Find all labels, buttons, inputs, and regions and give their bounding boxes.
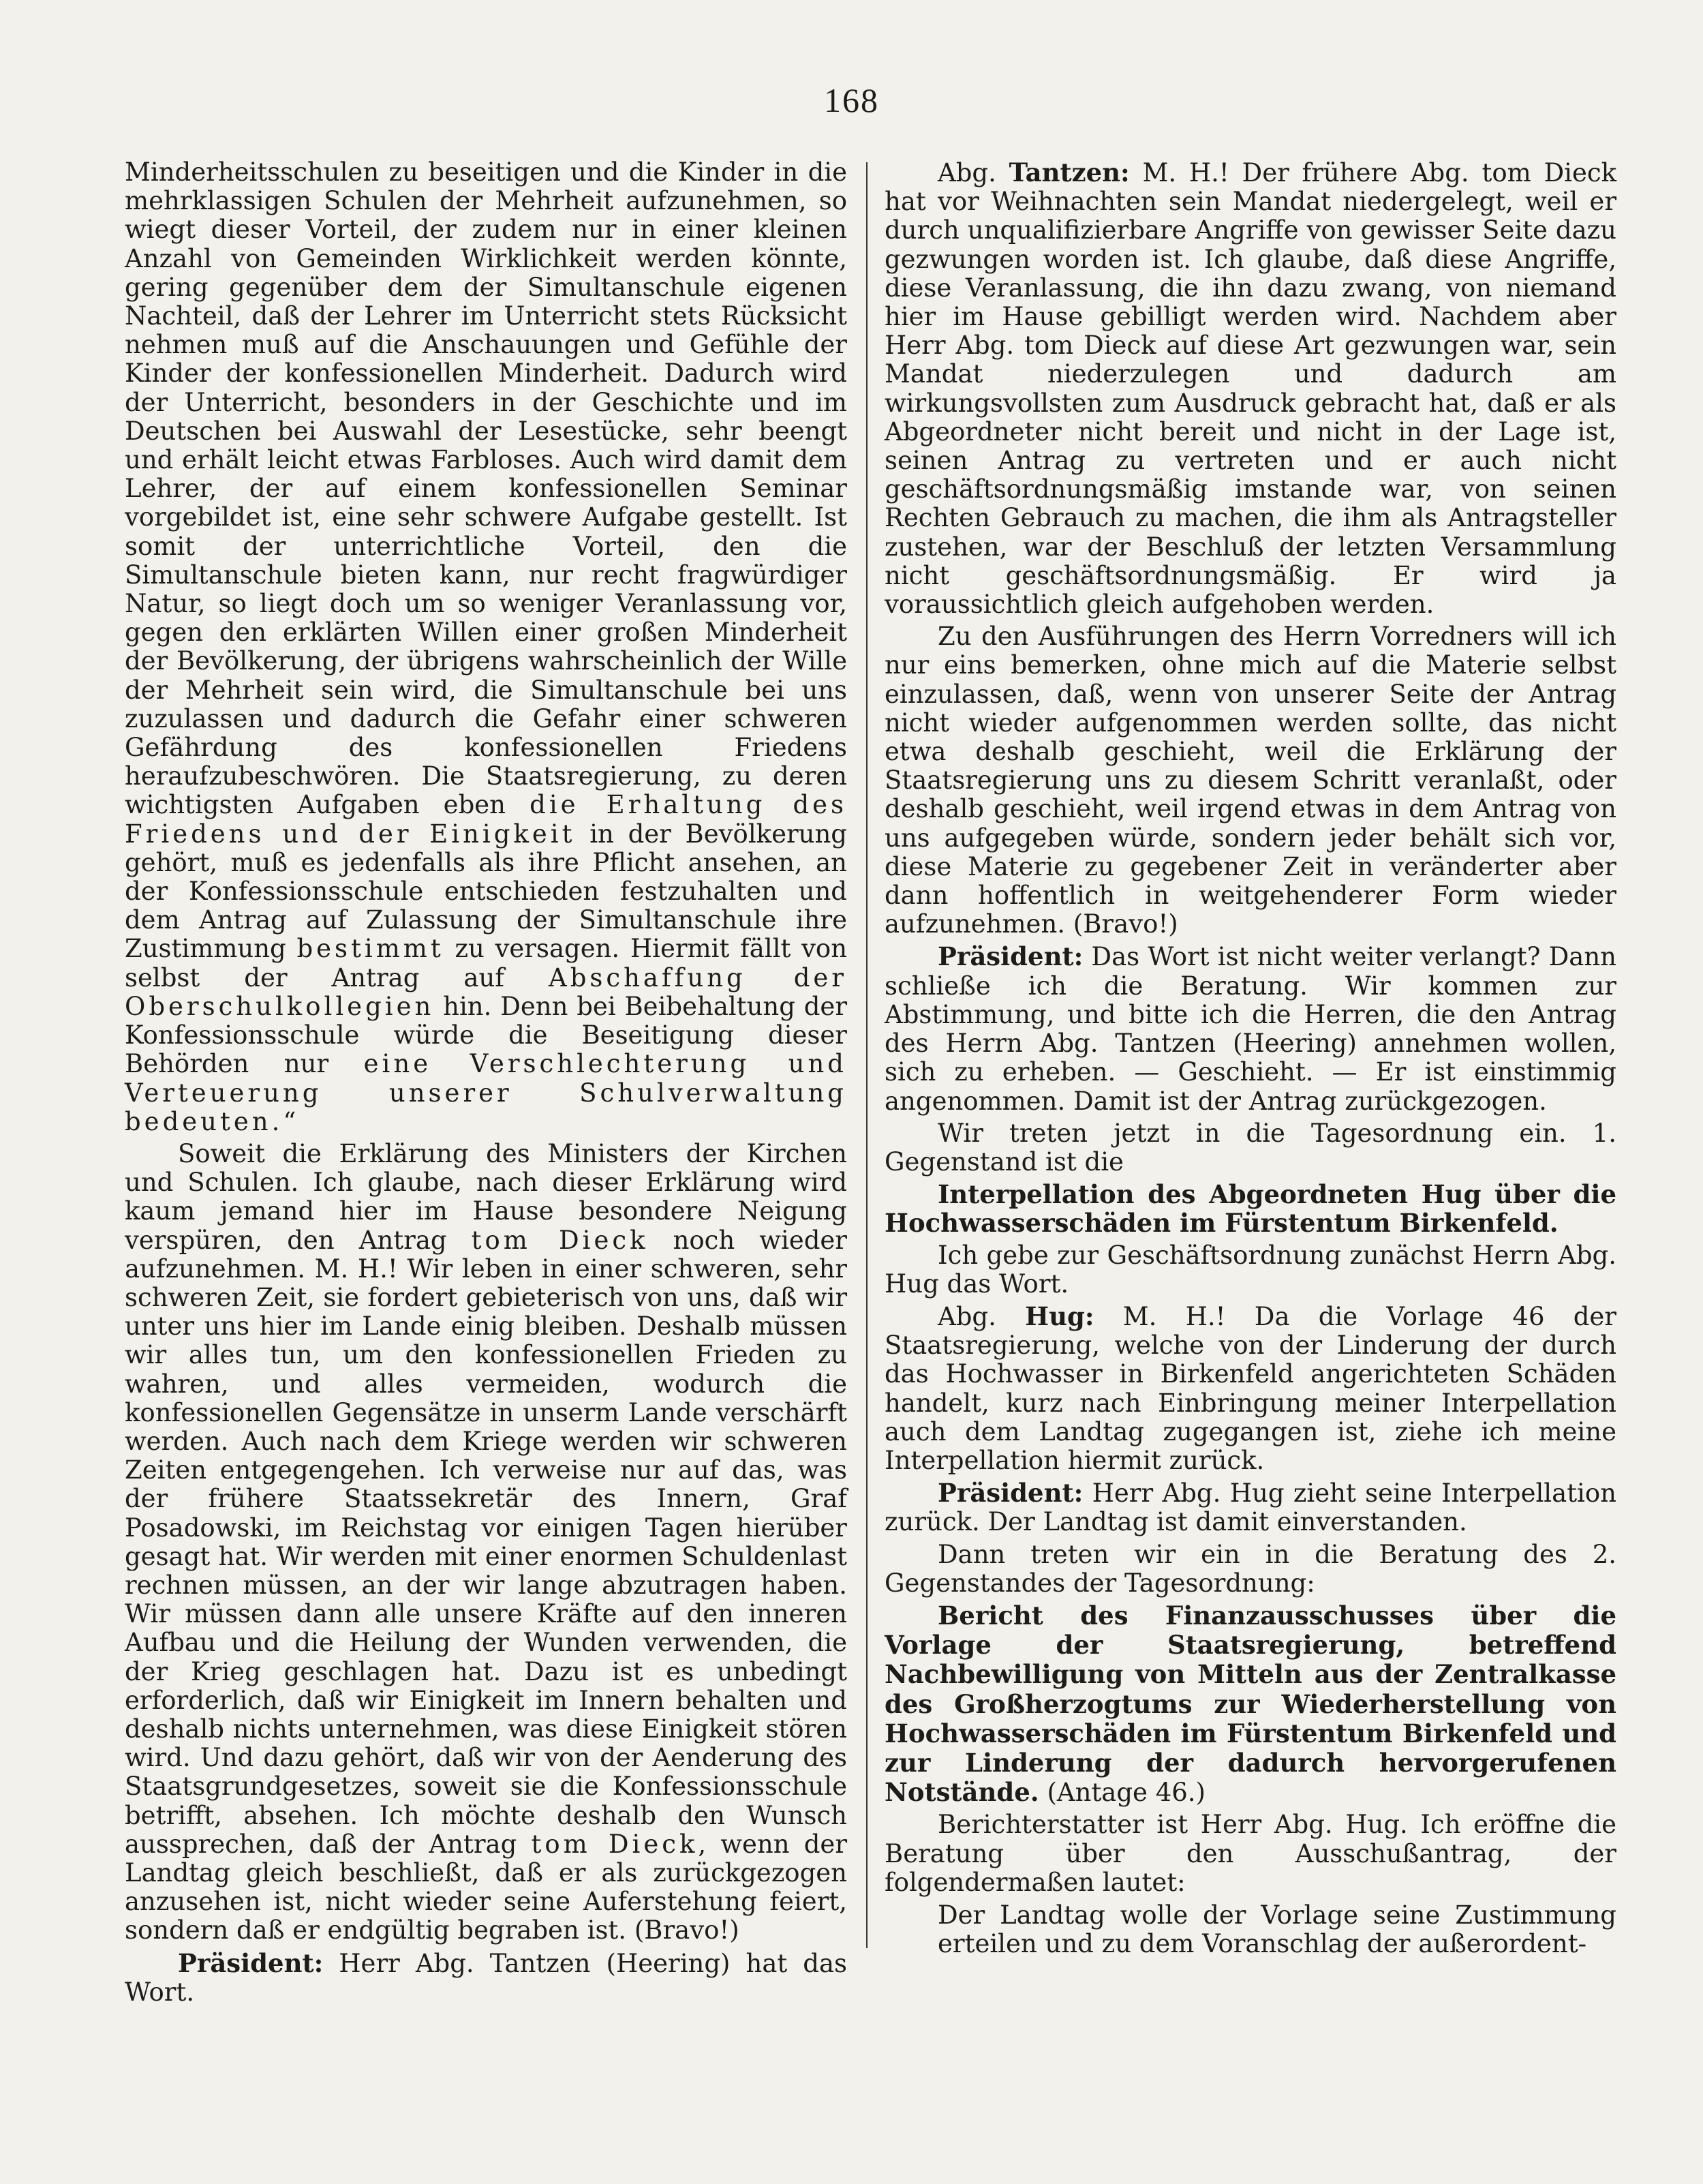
agenda-heading-2-reference: (Antage 46.) (1047, 1778, 1206, 1808)
speaker-label: Präsident: (938, 1478, 1084, 1508)
left-p1-text: Minderheitsschulen zu beseitigen und die Kinder in die mehrklassigen Schulen der Mehrheit aufzunehmen, so wiegt dieser Vorteil, der zudem nur in einer kleinen Anzahl von Gemeinden Wirklichkeit werden könnte, gering gegenüber dem der Simultanschule eigenen Nachteil, daß der Lehrer im Unterricht stets Rücksicht nehmen muß auf die Anschauungen und Gefühle der Kinder der konfessionellen Minderheit. Dadurch wird der Unterricht, besonders in der Geschichte und im Deutschen bei Auswahl der Lesestücke, sehr beengt und erhält leicht etwas Farbloses. Auch wird damit dem Lehrer, der auf einem konfessionellen Seminar vorgebildet ist, eine sehr schwere Aufgabe gestellt. Ist somit der unterrichtliche Vorteil, den die Simultanschule bieten kann, nur recht fragwürdiger Natur, so liegt doch um so weniger Veranlassung vor, gegen den erklärten Willen einer großen Minderheit der Bevölkerung, der übrigens wahrscheinlich der Wille der Mehrheit sein wird, die Simultanschule bei uns zuzulassen und dadurch die Gefahr einer schweren Gefährdung des konfessionellen Friedens heraufzubeschwören. Die Staatsregierung, zu deren wichtigsten Aufgaben eben (125, 157, 847, 820)
left-p2-text-b: noch wieder aufzunehmen. M. H.! Wir leben in einer schweren, sehr schweren Zeit, sie fordert gebieterisch von uns, daß wir unter uns hier im Lande einig bleiben. Deshalb müssen wir alles tun, um den konfessionellen Frieden zu wahren, und alles vermeiden, wodurch die konfessionellen Gegensätze in unserm Lande verschärft werden. Auch nach dem Kriege werden wir schweren Zeiten entgegengehen. Ich verweise nur auf das, was der frühere Staatssekretär des Innern, Graf Posadowski, im Reichstag vor einigen Tagen hierüber gesagt hat. Wir werden mit einer enormen Schuldenlast rechnen müssen, an der wir lange abzutragen haben. Wir müssen dann alle unsere Kräfte auf den inneren Aufbau und die Heilung der Wunden verwenden, die der Krieg geschlagen hat. Dazu ist es unbedingt erforderlich, daß wir Einigkeit im Innern behalten und deshalb nichts unternehmen, was diese Einigkeit stören wird. Und dazu gehört, daß wir von der Aenderung des Staatsgrundgesetzes, soweit sie die Konfessionsschule betrifft, absehen. Ich möchte deshalb den Wunsch aussprechen, daß der Antrag (125, 1225, 847, 1859)
left-paragraph-1 (125, 158, 847, 1136)
left-p1-text-d: hin. Denn bei Beibehaltung der Konfessionsschule würde die Beseitigung dieser Behörden nur (125, 991, 848, 1079)
right-p1-prefix: Abg. (938, 158, 996, 187)
speaker-label: Hug: (1025, 1301, 1094, 1331)
left-p1-text-c: zu versagen. Hiermit fällt von selbst der Antrag auf (125, 934, 848, 992)
left-p2-emphasis-b: tom Dieck (531, 1829, 699, 1859)
speaker-label: Tantzen: (1009, 157, 1130, 187)
left-p1-emphasis-c: Abschaffung der Oberschulkollegien (125, 962, 847, 1021)
motion-quote: Der Landtag wolle der Vorlage seine Zustimmung erteilen und zu dem Voranschlag der außerordent- (938, 1900, 1616, 1959)
left-p2-text: Soweit die Erklärung des Ministers der Kirchen und Schulen. Ich glaube, nach dieser Erklärung wird kaum jemand hier im Hause besondere Neigung verspüren, den Antrag (125, 1138, 847, 1255)
left-p1-emphasis-a: die Erhaltung des Friedens und der Einigkeit (125, 790, 848, 849)
agenda-heading-2 (885, 1601, 1616, 1807)
right-p7-text: Herr Abg. Hug zieht seine Interpellation zurück. Der Landtag ist damit einverstanden. (885, 1478, 1617, 1537)
right-paragraph-9: Berichterstatter ist Herr Abg. Hug. Ich eröffne die Beratung über den Ausschußantrag, der folgendermaßen lautet: (885, 1810, 1616, 1897)
right-paragraph-7 (885, 1478, 1616, 1536)
speaker-label: Präsident: (938, 941, 1084, 972)
left-paragraph-3 (125, 1949, 847, 2007)
left-p3-text: Herr Abg. Tantzen (Heering) hat das Wort. (125, 1948, 848, 2007)
left-p2-text-c: , wenn der Landtag gleich beschließt, daß er als zurückgezogen anzusehen ist, nicht wieder seine Auferstehung feiert, sondern daß er endgültig begraben ist. (Bravo!) (125, 1829, 848, 1945)
right-paragraph-1 (885, 158, 1616, 619)
right-p6-text: M. H.! Da die Vorlage 46 der Staatsregierung, welche von der Linderung der durch das Hochwasser in Birkenfeld angerichteten Schäden handelt, kurz nach Einbringung meiner Interpellation auch dem Landtag zugegangen ist, ziehe ich meine Interpellation hiermit zurück. (885, 1301, 1616, 1475)
right-p6-prefix: Abg. (938, 1301, 996, 1331)
right-p3-text: Das Wort ist nicht weiter verlangt? Dann schließe ich die Beratung. Wir kommen zur Abstimmung, und bitte ich die Herren, die den Antrag des Herrn Abg. Tantzen (Heering) annehmen wollen, sich zu erheben. — Geschieht. — Er ist einstimmig angenommen. Damit ist der Antrag zurückgezogen. (885, 942, 1616, 1116)
column-divider (866, 162, 868, 1948)
right-paragraph-6 (885, 1302, 1616, 1475)
right-paragraph-5: Ich gebe zur Geschäftsordnung zunächst Herrn Abg. Hug das Wort. (885, 1240, 1616, 1299)
agenda-heading-2-text: Bericht des Finanzausschusses über die Vorlage der Staatsregierung, betreffend Nachbewilligung von Mitteln aus der Zentralkasse des Großherzogtums zur Wiederherstellung von Hochwasserschäden im Fürstentum Birkenfeld und zur Linderung der dadurch hervorgerufenen Notstände. (885, 1600, 1616, 1808)
left-p2-emphasis-a: tom Dieck (471, 1225, 649, 1255)
speaker-label: Präsident: (178, 1947, 324, 1978)
right-paragraph-4: Wir treten jetzt in die Tagesordnung ein. 1. Gegenstand ist die (885, 1118, 1616, 1177)
left-column (125, 158, 847, 2010)
left-p1-text-b: in der Bevölkerung gehört, muß es jedenfalls als ihre Pflicht ansehen, an der Konfessionsschule entschieden festzuhalten und dem Antrag auf Zulassung der Simultanschule ihre Zustimmung (125, 819, 847, 964)
page-number: 168 (824, 81, 879, 119)
left-p1-emphasis-b: bestimmt (296, 934, 444, 964)
right-p1-text: M. H.! Der frühere Abg. tom Dieck hat vor Weihnachten sein Mandat niedergelegt, weil er durch unqualifizierbare Angriffe von gewisser Seite dazu gezwungen worden ist. Ich glaube, daß diese Angriffe, diese Veranlassung, die ihn dazu zwang, von niemand hier im Hause gebilligt werden wird. Nachdem aber Herr Abg. tom Dieck auf diese Art gezwungen war, sein Mandat niederzulegen und dadurch am wirkungsvollsten zum Ausdruck gebracht hat, daß er als Abgeordneter nicht bereit und nicht in der Lage ist, seinen Antrag zu vertreten und er auch nicht geschäftsordnungsmäßig imstande war, von seinen Rechten Gebrauch zu machen, die ihm als Antragsteller zustehen, war der Beschluß der letzten Versammlung nicht geschäftsordnungsmäßig. Er wird ja voraussichtlich gleich aufgehoben werden. (885, 158, 1616, 620)
right-paragraph-8: Dann treten wir ein in die Beratung des 2. Gegenstandes der Tagesordnung: (885, 1539, 1616, 1598)
right-column (885, 158, 1616, 1958)
right-paragraph-2: Zu den Ausführungen des Herrn Vorredners will ich nur eins bemerken, ohne mich auf die Materie selbst einzulassen, daß, wenn von unserer Seite der Antrag nicht wieder aufgenommen werden sollte, das nicht etwa deshalb geschieht, weil die Erklärung der Staatsregierung uns zu diesem Schritt veranlaßt, oder deshalb geschieht, weil irgend etwas in dem Antrag von uns aufgegeben würde, sondern jeder behält sich vor, diese Materie zu gegebener Zeit in veränderter aber dann hoffentlich in weitgehenderer Form wieder aufzunehmen. (Bravo!) (885, 622, 1616, 939)
right-paragraph-3 (885, 942, 1616, 1115)
left-p1-emphasis-d: eine Verschlechterung und Verteuerung unserer Schulverwaltung bedeuten.“ (125, 1049, 847, 1136)
left-paragraph-2 (125, 1140, 847, 1945)
agenda-heading-1: Interpellation des Abgeordneten Hug über die Hochwasserschäden im Fürstentum Birkenfeld. (885, 1179, 1616, 1239)
